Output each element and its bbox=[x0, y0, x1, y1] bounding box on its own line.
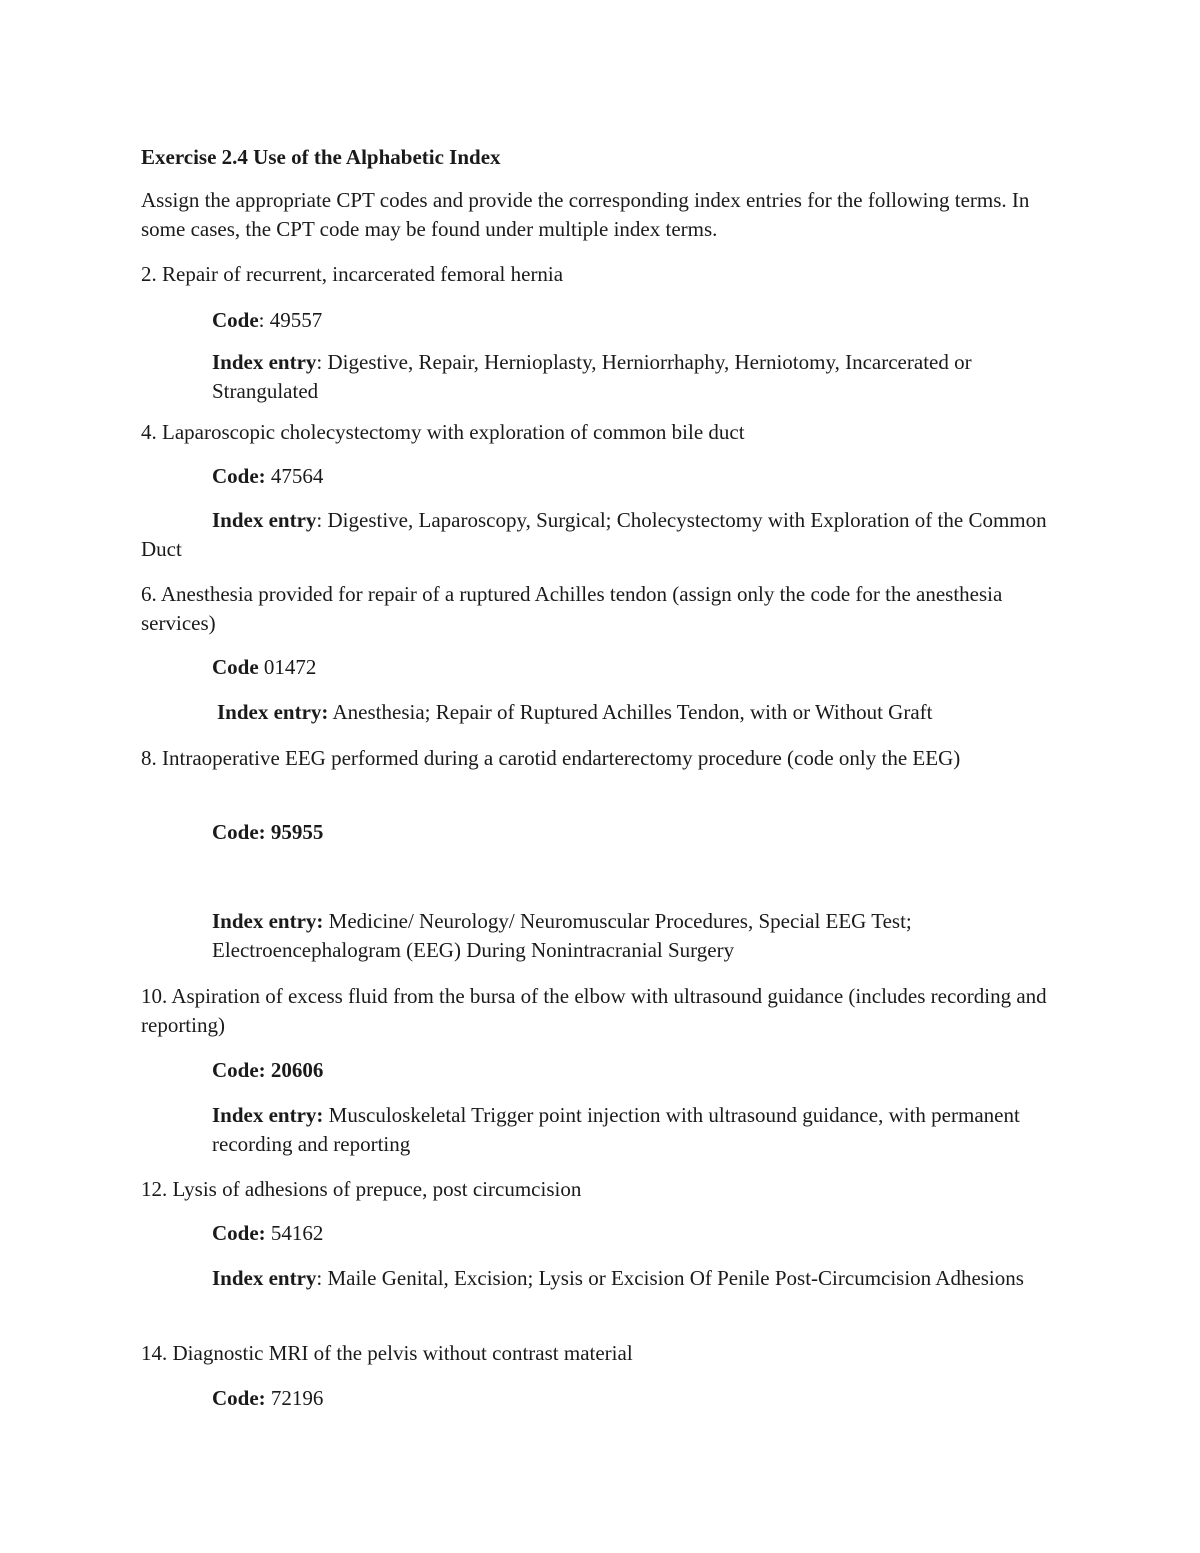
code-label: Code: bbox=[212, 464, 266, 488]
index-entry-10 bbox=[212, 1101, 1072, 1159]
question-4: 4. Laparoscopic cholecystectomy with exploration of common bile duct bbox=[141, 420, 745, 444]
index-entry-12 bbox=[212, 1264, 1072, 1293]
code-value: 72196 bbox=[265, 1386, 324, 1410]
code-line-2 bbox=[212, 306, 1072, 335]
index-entry-8 bbox=[212, 907, 1072, 965]
code-label: Code bbox=[212, 308, 259, 332]
code-line-10 bbox=[212, 1056, 1072, 1085]
question-8: 8. Intraoperative EEG performed during a carotid endarterectomy procedure (code only the EEG) bbox=[141, 746, 961, 770]
index-label: Index entry: bbox=[212, 1103, 324, 1127]
question-14: 14. Diagnostic MRI of the pelvis without contrast material bbox=[141, 1341, 633, 1365]
index-text: : Digestive, Repair, Hernioplasty, Herniorrhaphy, Herniotomy, Incarcerated or Strangulated bbox=[212, 350, 972, 403]
code-line-8 bbox=[212, 818, 1072, 847]
index-label: Index entry: bbox=[212, 909, 324, 933]
code-value: 54162 bbox=[265, 1221, 324, 1245]
code-line-12 bbox=[212, 1219, 1072, 1248]
question-12: 12. Lysis of adhesions of prepuce, post circumcision bbox=[141, 1177, 582, 1201]
code-value: 47564 bbox=[265, 464, 324, 488]
code-line-4 bbox=[212, 462, 1072, 491]
index-entry-4 bbox=[141, 506, 1071, 564]
code-value: 95955 bbox=[270, 820, 324, 844]
code-line-6 bbox=[212, 653, 1072, 682]
code-label: Code bbox=[212, 655, 259, 679]
question-10: 10. Aspiration of excess fluid from the bursa of the elbow with ultrasound guidance (includes recording and reporting) bbox=[141, 984, 1047, 1037]
code-value: : 49557 bbox=[258, 308, 323, 332]
question-2: 2. Repair of recurrent, incarcerated femoral hernia bbox=[141, 262, 564, 286]
index-entry-6 bbox=[217, 698, 1077, 727]
code-label: Code: bbox=[212, 1221, 266, 1245]
code-label: Code: bbox=[212, 820, 266, 844]
code-label: Code: bbox=[212, 1058, 266, 1082]
index-text: Medicine/ Neurology/ Neuromuscular Procedures, Special EEG Test; Electroencephalogram (EEG) During Nonintracranial Surgery bbox=[212, 909, 912, 962]
code-value: 01472 bbox=[258, 655, 317, 679]
code-value: 20606 bbox=[270, 1058, 324, 1082]
code-label: Code: bbox=[212, 1386, 266, 1410]
index-label: Index entry: bbox=[217, 700, 329, 724]
index-label: Index entry bbox=[212, 350, 317, 374]
index-label: Index entry bbox=[212, 1266, 317, 1290]
index-text: Musculoskeletal Trigger point injection with ultrasound guidance, with permanent recording and reporting bbox=[212, 1103, 1020, 1156]
exercise-title: Exercise 2.4 Use of the Alphabetic Index bbox=[141, 145, 501, 169]
index-entry-2 bbox=[212, 348, 1072, 406]
question-6: 6. Anesthesia provided for repair of a ruptured Achilles tendon (assign only the code for the anesthesia services) bbox=[141, 582, 1003, 635]
index-text: : Digestive, Laparoscopy, Surgical; Cholecystectomy with Exploration of the Common Duct bbox=[141, 508, 1047, 561]
index-text: Anesthesia; Repair of Ruptured Achilles Tendon, with or Without Graft bbox=[328, 700, 933, 724]
code-line-14 bbox=[212, 1384, 1072, 1413]
index-label: Index entry bbox=[212, 508, 317, 532]
intro-paragraph: Assign the appropriate CPT codes and provide the corresponding index entries for the following terms. In some cases, the CPT code may be found under multiple index terms. bbox=[141, 188, 1030, 241]
index-text: : Maile Genital, Excision; Lysis or Excision Of Penile Post-Circumcision Adhesions bbox=[316, 1266, 1024, 1290]
